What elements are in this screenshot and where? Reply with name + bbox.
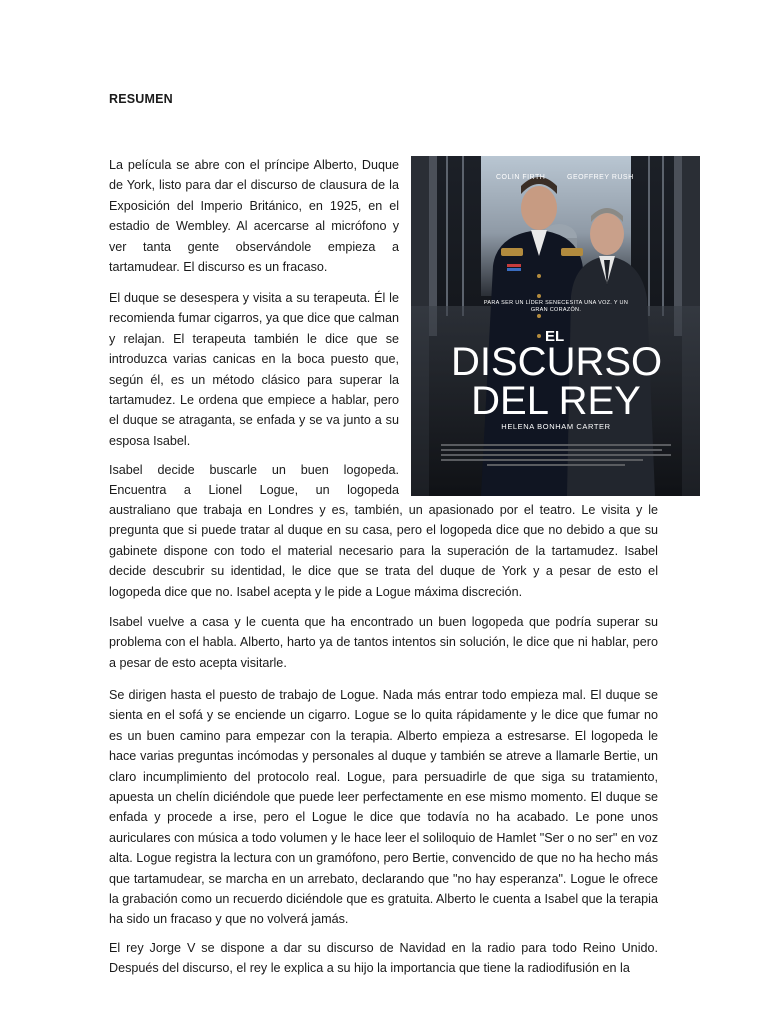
poster-title-line2: DEL REY: [471, 379, 641, 423]
movie-poster: [411, 156, 700, 496]
poster-title-article: EL: [545, 328, 565, 345]
paragraph-5: Se dirigen hasta el puesto de trabajo de Logue. Nada más entrar todo empieza mal. El duque se sienta en el sofá y se enciende un cigarro. Logue se lo quita rápidamente y le dice que fumar no es un buen camino para empezar con la terapia. Alberto empieza a estresarse. El logopeda le hace varias preguntas incómodas y personales al duque y también se atreve a llamarle Bertie, un claro incumplimiento del protocolo real. Logue, para persuadirle de que siga su tratamiento, apuesta un chelín diciéndole que puede leer perfectamente en ese mismo momento. El duque se enfada y procede a irse, pero el Logue le dice que todavía no ha acabado. Le pone unos auriculares con música a todo volumen y le hace leer el soliloquio de Hamlet "Ser o no ser" en voz alta. Logue registra la lectura con un gramófono, pero Bertie, convencido de que no ha hecho más que tartamudear, se marcha en un arrebato, declarando que "no hay esperanza". Logue le ofrece la grabación como un recuerdo diciéndole que es gratuita. Alberto le cuenta a Isabel que la terapia ha sido un fracaso y que no volverá jamás.: [109, 688, 658, 927]
paragraph-3-start: Isabel decide buscarle un buen logopeda. Encuentra a Lionel Logue, un logopeda: [109, 463, 399, 498]
paragraph-1: La película se abre con el príncipe Alberto, Duque de York, listo para dar el discurso de clausura de la Exposición del Imperio Británico, en 1925, en el estadio de Wembley. Al acercarse al micrófono y ver tanta gente observándole empieza a tartamudear. El discurso es un fracaso.: [109, 158, 399, 275]
paragraph-4: Isabel vuelve a casa y le cuenta que ha encontrado un buen logopeda que podría superar su problema con el habla. Alberto, harto ya de tantos intentos sin solución, le dice que ni hablar, pero a pesar de esto acepta visitarle.: [109, 615, 658, 670]
poster-title-line1: DISCURSO: [451, 340, 663, 384]
document-heading: RESUMEN: [109, 92, 173, 106]
poster-actor-left: COLIN FIRTH: [496, 174, 546, 181]
poster-credits-block: [441, 444, 671, 474]
poster-actor-right: GEOFFREY RUSH: [567, 174, 634, 181]
paragraph-3-continued: australiano que trabaja en Londres y es, también, un apasionado por el teatro. Le visita y le pregunta que si puede tratar al duque en su casa, pero el logopeda dice que no debido a que su gabinete dispone con todo el material necesario para la superación de la tartamudez. Isabel decide descubrir su identidad, le dice que se trata del duque de York y a pesar de esto el logopeda dice que no. Isabel acepta y le pide a Logue máxima discreción.: [109, 503, 658, 599]
poster-actor-bottom: HELENA BONHAM CARTER: [501, 422, 611, 431]
paragraph-2: El duque se desespera y visita a su terapeuta. Él le recomienda fumar cigarros, ya que dice que calman y relajan. El terapeuta también le dice que se introduzca varias canicas en la boca puesto que, según él, es un método clásico para superar la tartamudez. Le ordena que empiece a hablar, pero el duque se atraganta, se enfada y se va junto a su esposa Isabel.: [109, 291, 399, 448]
paragraph-6: El rey Jorge V se dispone a dar su discurso de Navidad en la radio para todo Reino Unido. Después del discurso, el rey le explica a su hijo la importancia que tiene la radiodifusión en la: [109, 941, 658, 976]
poster-tagline: PARA SER UN LÍDER SENECESITA UNA VOZ. Y UN GRAN CORAZÓN.: [483, 300, 629, 313]
